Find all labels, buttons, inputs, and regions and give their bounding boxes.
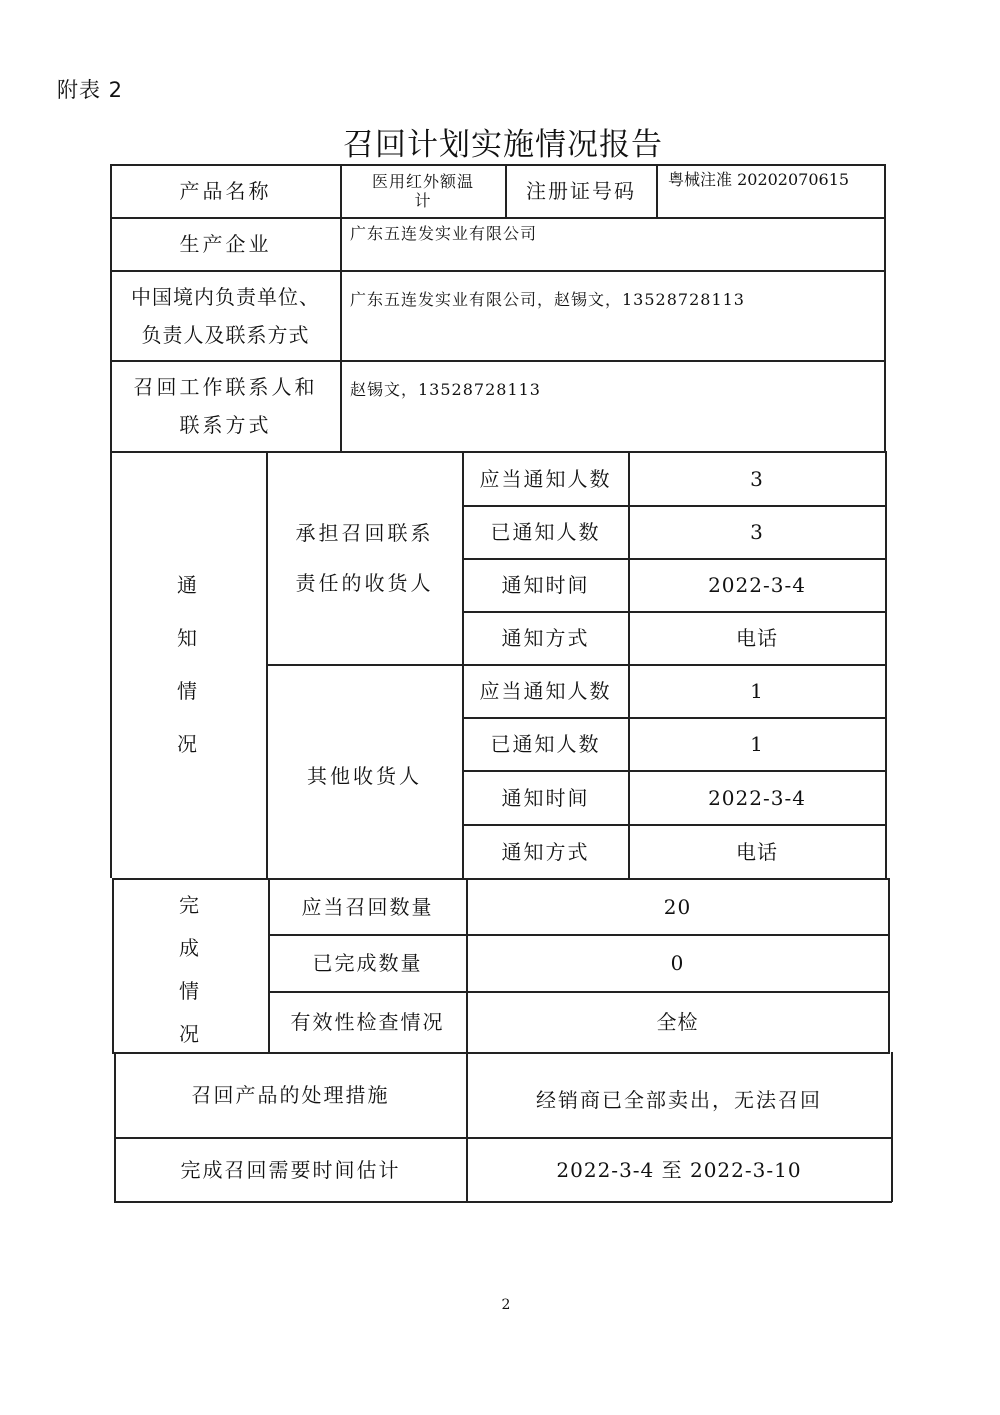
- contact-value: 赵锡文，13528728113: [350, 380, 541, 399]
- notice-char: 情: [177, 679, 200, 703]
- product-name-value-line1: 医用红外额温: [371, 171, 474, 191]
- notice-row-label: 已通知人数: [490, 732, 601, 756]
- page-number: 2: [501, 1297, 511, 1313]
- completion-section-label: [113, 879, 268, 1052]
- completion-row-label: 有效性检查情况: [290, 1010, 445, 1034]
- time-estimate-label: 完成召回需要时间估计: [180, 1157, 401, 1182]
- notice-row-label: 通知方式: [501, 839, 590, 864]
- completion-row-label: 应当召回数量: [301, 894, 434, 919]
- attachment-label: 附表 2: [57, 78, 124, 102]
- notice-row-label: 通知时间: [501, 573, 590, 597]
- notice-row-value: 1: [750, 679, 764, 703]
- manufacturer-label: 生产企业: [179, 232, 272, 256]
- notice-row-value: 3: [750, 520, 764, 544]
- time-estimate-value: 2022-3-4 至 2022-3-10: [556, 1157, 802, 1182]
- product-name-value-line2: 计: [414, 191, 432, 210]
- notice-row-value: 电话: [736, 839, 778, 864]
- notice-row-value: 2022-3-4: [708, 573, 806, 597]
- completion-char: 成: [179, 935, 202, 960]
- notice-char: 通: [177, 573, 200, 597]
- notice-row-label: 通知方式: [501, 626, 590, 650]
- notice-group1-label-line1: 承担召回联系: [295, 521, 434, 545]
- contact-label-line2: 联系方式: [179, 413, 272, 437]
- notice-group2-label: 其他收货人: [307, 763, 422, 788]
- contact-label-line1: 召回工作联系人和: [133, 375, 318, 399]
- completion-row-value: 全检: [656, 1010, 699, 1034]
- notice-char: 知: [177, 626, 200, 650]
- notice-row-label: 应当通知人数: [479, 679, 612, 703]
- product-name-label: 产品名称: [179, 179, 272, 203]
- domestic-label: [111, 271, 340, 360]
- notice-group1-label: [267, 452, 462, 664]
- manufacturer-value: 广东五连发实业有限公司: [350, 224, 538, 243]
- notice-row-value: 电话: [736, 626, 778, 650]
- measures-label: 召回产品的处理措施: [191, 1083, 390, 1107]
- completion-row-value: 0: [670, 951, 685, 975]
- notice-section-label: [111, 452, 266, 878]
- domestic-label-line1: 中国境内负责单位、: [131, 284, 320, 309]
- completion-char: 完: [179, 892, 202, 917]
- notice-group1-label-line2: 责任的收货人: [295, 571, 434, 595]
- completion-char: 况: [179, 1021, 202, 1046]
- completion-row-value: 20: [663, 894, 692, 919]
- notice-row-value: 3: [750, 466, 764, 491]
- completion-row-label: 已完成数量: [312, 951, 423, 975]
- measures-value: 经销商已全部卖出，无法召回: [536, 1088, 822, 1112]
- notice-row-label: 通知时间: [501, 785, 590, 810]
- contact-label: [111, 361, 340, 451]
- notice-char: 况: [177, 732, 200, 756]
- product-name-value: [341, 165, 505, 217]
- page-title: 召回计划实施情况报告: [343, 127, 663, 163]
- reg-no-value: 粤械注准 20202070615: [668, 170, 850, 189]
- notice-row-value: 2022-3-4: [708, 785, 806, 810]
- domestic-label-line2: 负责人及联系方式: [141, 322, 310, 347]
- reg-no-label: 注册证号码: [526, 179, 636, 203]
- completion-char: 情: [179, 978, 202, 1003]
- notice-row-label: 已通知人数: [490, 520, 601, 544]
- domestic-value: 广东五连发实业有限公司，赵锡文，13528728113: [350, 290, 745, 309]
- notice-row-value: 1: [750, 732, 764, 756]
- notice-row-label: 应当通知人数: [479, 466, 612, 491]
